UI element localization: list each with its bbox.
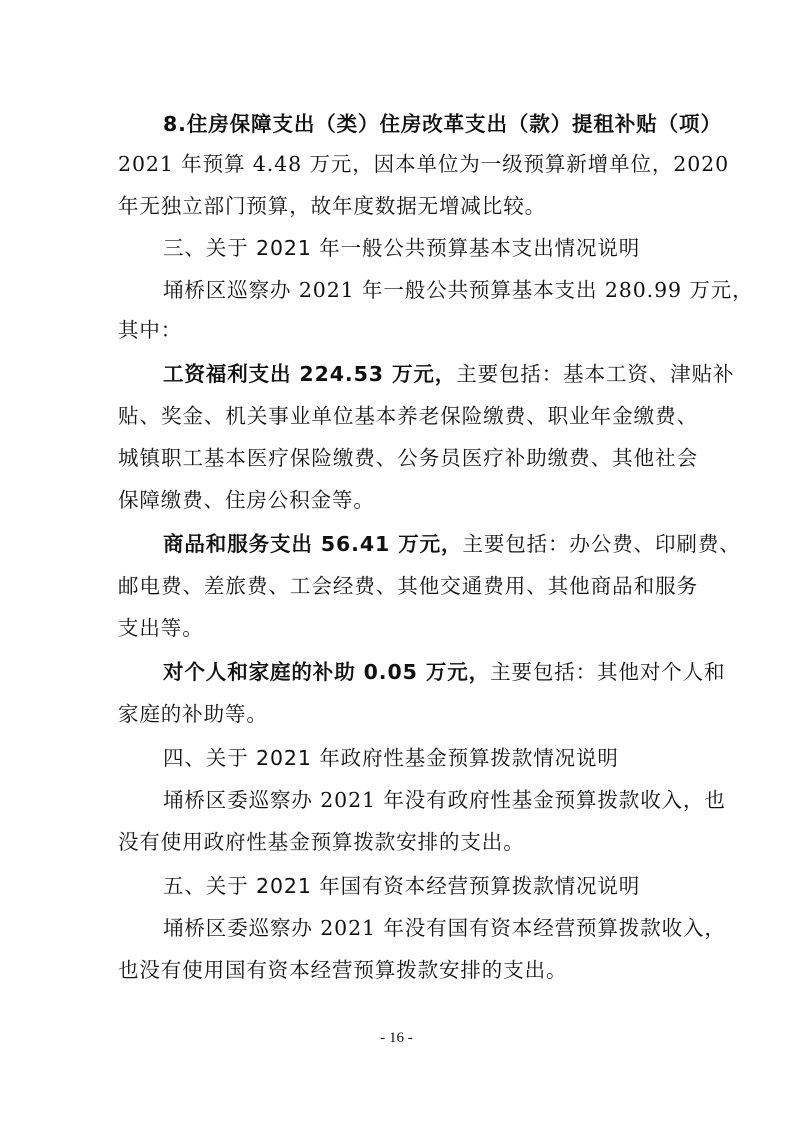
section4-heading: 四、关于 2021 年政府性基金预算拨款情况说明 <box>163 746 619 770</box>
subsidy-bold-label: 对个人和家庭的补助 0.05 万元， <box>163 660 491 684</box>
section3-intro-line1: 埇桥区巡察办 2021 年一般公共预算基本支出 280.99 万元， <box>163 278 754 302</box>
section5-heading: 五、关于 2021 年国有资本经营预算拨款情况说明 <box>163 874 641 898</box>
section5-line1: 埇桥区委巡察办 2021 年没有国有资本经营预算拨款收入， <box>163 916 726 940</box>
section8-title: 8.住房保障支出（类）住房改革支出（款）提租补贴（项） <box>163 112 722 136</box>
subsidy-line1-rest: 主要包括：其他对个人和 <box>490 660 726 684</box>
wages-line1 <box>163 358 735 390</box>
subsidy-line1 <box>163 656 726 688</box>
goods-bold-label: 商品和服务支出 56.41 万元， <box>163 532 463 556</box>
goods-line2: 邮电费、差旅费、工会经费、其他交通费用、其他商品和服务 <box>118 574 698 598</box>
section8-line2: 年无独立部门预算，故年度数据无增减比较。 <box>118 194 546 218</box>
goods-line3: 支出等。 <box>118 616 204 640</box>
subsidy-line2: 家庭的补助等。 <box>118 702 268 726</box>
section3-intro-line2: 其中： <box>118 318 183 342</box>
section5-line2: 也没有使用国有资本经营预算拨款安排的支出。 <box>118 958 568 982</box>
wages-line4: 保障缴费、住房公积金等。 <box>118 488 375 512</box>
section3-heading: 三、关于 2021 年一般公共预算基本支出情况说明 <box>163 236 641 260</box>
wages-line1-rest: 主要包括：基本工资、津贴补 <box>456 362 735 386</box>
section8-line1: 2021 年预算 4.48 万元，因本单位为一级预算新增单位，2020 <box>118 152 730 176</box>
section4-line2: 没有使用政府性基金预算拨款安排的支出。 <box>118 830 525 854</box>
page-number: - 16 - <box>380 1030 413 1046</box>
goods-line1 <box>163 528 741 560</box>
wages-line2: 贴、奖金、机关事业单位基本养老保险缴费、职业年金缴费、 <box>118 404 698 428</box>
wages-bold-label: 工资福利支出 224.53 万元， <box>163 362 457 386</box>
wages-line3: 城镇职工基本医疗保险缴费、公务员医疗补助缴费、其他社会 <box>118 446 698 470</box>
goods-line1-rest: 主要包括：办公费、印刷费、 <box>462 532 741 556</box>
section4-line1: 埇桥区委巡察办 2021 年没有政府性基金预算拨款收入，也 <box>163 788 726 812</box>
